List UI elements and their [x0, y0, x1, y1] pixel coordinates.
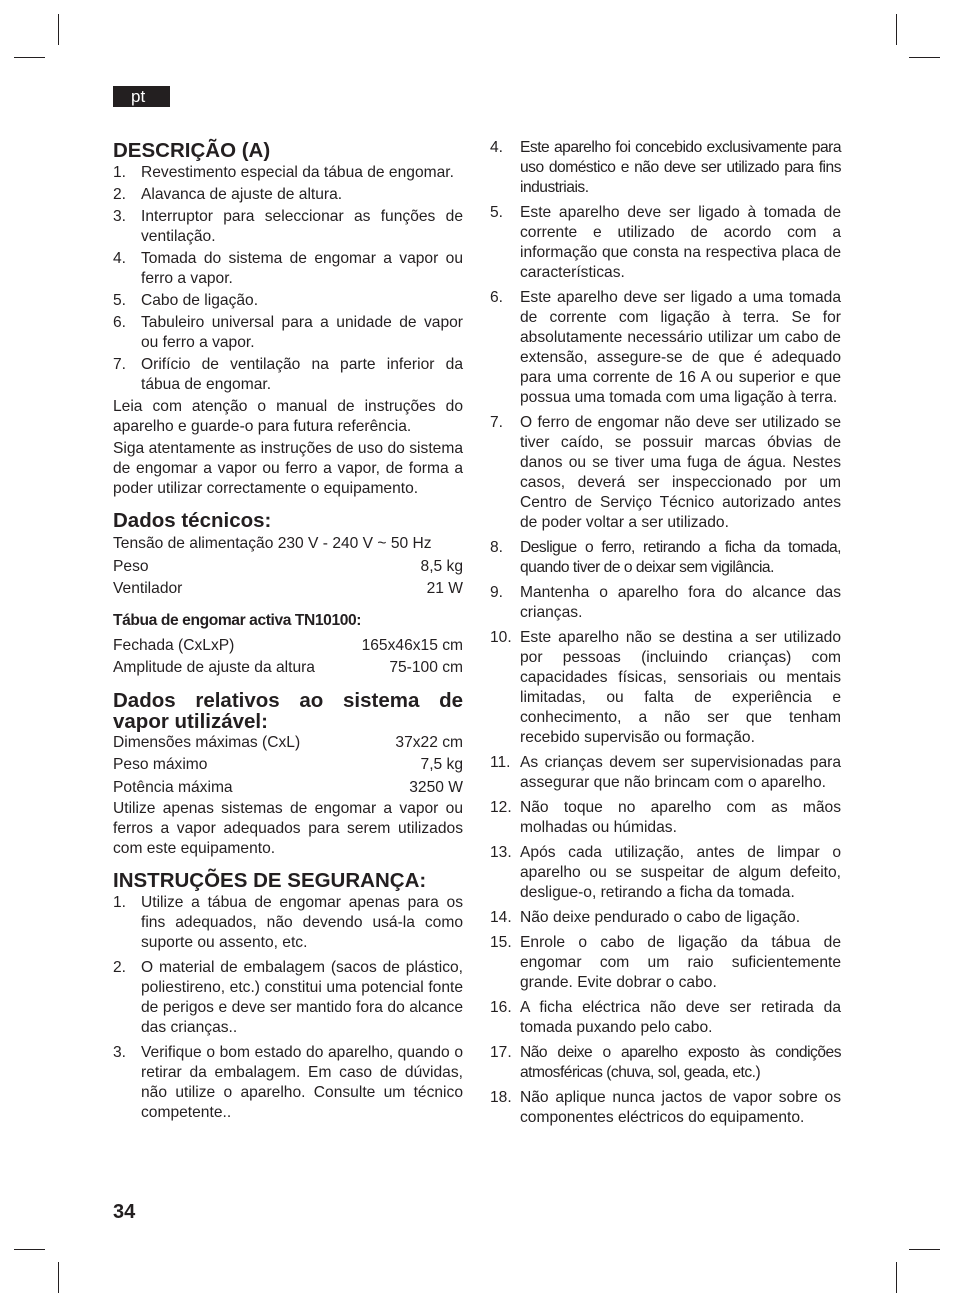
- left-column: [113, 138, 463, 1128]
- language-tab: pt: [113, 86, 170, 107]
- list-item: 7. Orifício de ventilação na parte inferior da tábua de engomar.: [113, 356, 463, 393]
- description-paragraph: Siga atentamente as instruções de uso do sistema de engomar a vapor ou ferro a vapor, de forma a poder utilizar correctamente o equipamento.: [113, 440, 463, 497]
- spec-row: Ventilador 21 W: [113, 580, 463, 597]
- description-paragraph: Leia com atenção o manual de instruções do aparelho e guarde-o para futura referência.: [113, 398, 463, 435]
- list-item: 4. Este aparelho foi concebido exclusivamente para uso doméstico e não deve ser utilizado para fins industriais.: [490, 139, 841, 196]
- crop-mark: [896, 1262, 897, 1293]
- safety-title: INSTRUÇÕES DE SEGURANÇA:: [113, 869, 427, 892]
- list-item: 17. Não deixe o aparelho exposto às condições atmosféricas (chuva, sol, geada, etc.): [490, 1044, 841, 1081]
- list-item: 6. Tabuleiro universal para a unidade de vapor ou ferro a vapor.: [113, 314, 463, 351]
- spec-row: Tensão de alimentação 230 V - 240 V ~ 50 Hz: [113, 535, 432, 552]
- list-item: 1. Revestimento especial da tábua de engomar.: [113, 164, 454, 181]
- list-item: 1. Utilize a tábua de engomar apenas para os fins adequados, não devendo usá-la como suporte ou assento, etc.: [113, 894, 463, 951]
- list-item: 3. Interruptor para seleccionar as funções de ventilação.: [113, 208, 463, 245]
- list-item: 8. Desligue o ferro, retirando a ficha da tomada, quando tiver de o deixar sem vigilância.: [490, 539, 841, 576]
- list-item: 16. A ficha eléctrica não deve ser retirada da tomada puxando pelo cabo.: [490, 999, 841, 1036]
- list-item: 13. Após cada utilização, antes de limpar o aparelho ou se suspeitar de algum defeito, desligue-o, retirando a ficha da tomada.: [490, 844, 841, 901]
- technical-subtitle: Tábua de engomar activa TN10100:: [113, 611, 362, 629]
- description-list: [113, 163, 463, 395]
- list-item: 2. Alavanca de ajuste de altura.: [113, 186, 343, 203]
- spec-row: Peso máximo 7,5 kg: [113, 756, 463, 773]
- list-item: 5. Este aparelho deve ser ligado à tomada de corrente e utilizado de acordo com a informação que consta na respectiva placa de características.: [490, 204, 841, 281]
- list-item: 5. Cabo de ligação.: [113, 292, 259, 309]
- list-item: 18. Não aplique nunca jactos de vapor sobre os componentes eléctricos do equipamento.: [490, 1089, 841, 1126]
- list-item: 15. Enrole o cabo de ligação da tábua de engomar com um raio suficientemente grande. Evite dobrar o cabo.: [490, 934, 841, 991]
- spec-row: Dimensões máximas (CxL) 37x22 cm: [113, 733, 463, 751]
- description-title: DESCRIÇÃO (A): [113, 139, 271, 162]
- list-item: 9. Mantenha o aparelho fora do alcance das crianças.: [490, 584, 841, 621]
- right-column: [490, 138, 841, 1133]
- crop-mark: [909, 57, 940, 58]
- spec-row: Potência máxima 3250 W: [113, 778, 463, 796]
- crop-mark: [14, 57, 45, 58]
- list-item: 6. Este aparelho deve ser ligado a uma tomada de corrente com ligação à terra. Se for absolutamente necessário utilizar um cabo de extensão, assegure-se de que é adequado para uma corrente de 16 A ou superior e que possua uma tomada com uma ligação à terra.: [490, 289, 841, 406]
- list-item: 14. Não deixe pendurado o cabo de ligação.: [490, 909, 801, 926]
- list-item: 12. Não toque no aparelho com as mãos molhadas ou húmidas.: [490, 799, 841, 836]
- steam-title: Dados relativos ao sistema de vapor utilizável:: [113, 688, 463, 733]
- list-item: 7. O ferro de engomar não deve ser utilizado se tiver caído, se possuir marcas óbvias de danos ou se tiver uma fuga de água. Nestes casos, deverá ser inspeccionado por um Centro de Serviço Técnico autorizado antes de poder voltar a ser utilizado.: [490, 414, 841, 531]
- list-item: 2. O material de embalagem (sacos de plástico, poliestireno, etc.) constitui uma potencial fonte de perigos e deve ser mantido fora do alcance das crianças..: [113, 959, 463, 1036]
- safety-list: [113, 893, 463, 1123]
- list-item: 10. Este aparelho não se destina a ser utilizado por pessoas (incluindo crianças) com capacidades físicas, sensoriais ou mentais limitadas, ou falta de experiência e conhecimento, a não ser que tenham recebido supervisão ou formação.: [490, 629, 841, 746]
- spec-row: Amplitude de ajuste da altura 75-100 cm: [113, 659, 463, 676]
- crop-mark: [909, 1249, 940, 1250]
- spec-row: Fechada (CxLxP) 165x46x15 cm: [113, 636, 463, 654]
- crop-mark: [14, 1249, 45, 1250]
- page-number: 34: [113, 1201, 136, 1223]
- technical-title: Dados técnicos:: [113, 509, 272, 532]
- crop-mark: [58, 14, 59, 45]
- crop-mark: [896, 14, 897, 45]
- steam-paragraph: Utilize apenas sistemas de engomar a vapor ou ferros a vapor adequados para serem utilizados com este equipamento.: [113, 800, 463, 857]
- crop-mark: [58, 1262, 59, 1293]
- list-item: 11. As crianças devem ser supervisionadas para assegurar que não brincam com o aparelho.: [490, 754, 841, 791]
- spec-row: Peso 8,5 kg: [113, 557, 463, 575]
- list-item: 3. Verifique o bom estado do aparelho, quando o retirar da embalagem. Em caso de dúvidas, não utilize o aparelho. Consulte um técnico competente..: [113, 1044, 463, 1121]
- safety-list-continued: [490, 138, 841, 1128]
- list-item: 4. Tomada do sistema de engomar a vapor ou ferro a vapor.: [113, 250, 463, 287]
